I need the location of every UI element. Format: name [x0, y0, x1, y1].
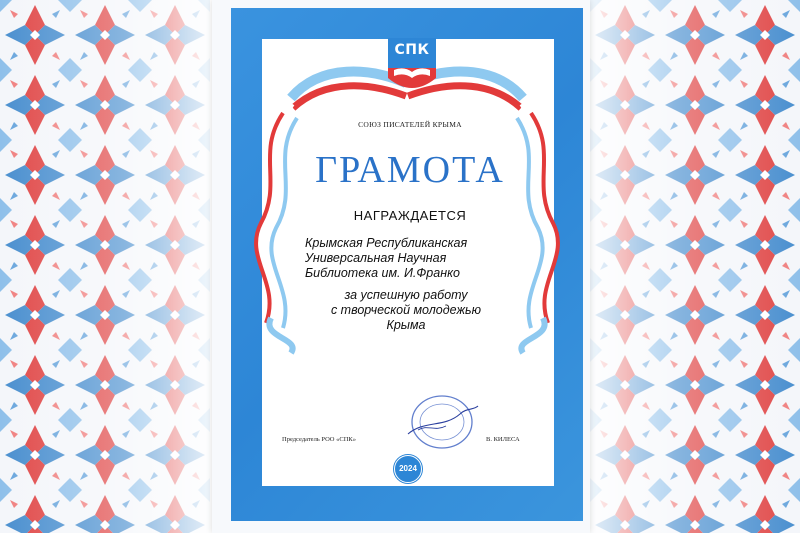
organization-name: СОЮЗ ПИСАТЕЛЕЙ КРЫМА: [358, 120, 462, 129]
reason-line: Крыма: [386, 318, 426, 332]
round-seal-stamp-icon: [404, 390, 482, 452]
reason-line: с творческой молодежью: [330, 303, 482, 317]
background-pattern-right: [590, 0, 800, 533]
logo-text: СПК: [394, 42, 430, 58]
awarded-heading: НАГРАЖДАЕТСЯ: [353, 208, 467, 223]
signature-name: В. КИЛЕСА: [486, 436, 520, 443]
recipient-line: Универсальная Научная: [305, 251, 447, 265]
certificate-title: ГРАМОТА: [315, 149, 505, 191]
reason-line: за успешную работу: [344, 288, 468, 302]
recipient-line: Библиотека им. И.Франко: [305, 266, 460, 280]
signature-role: Председатель РОО «СПК»: [282, 436, 356, 443]
background-pattern-left: [0, 0, 210, 533]
reason-block: [306, 288, 506, 333]
recipient-block: [305, 236, 525, 281]
year-badge: 2024: [394, 455, 422, 483]
recipient-line: Крымская Республиканская: [305, 236, 468, 250]
